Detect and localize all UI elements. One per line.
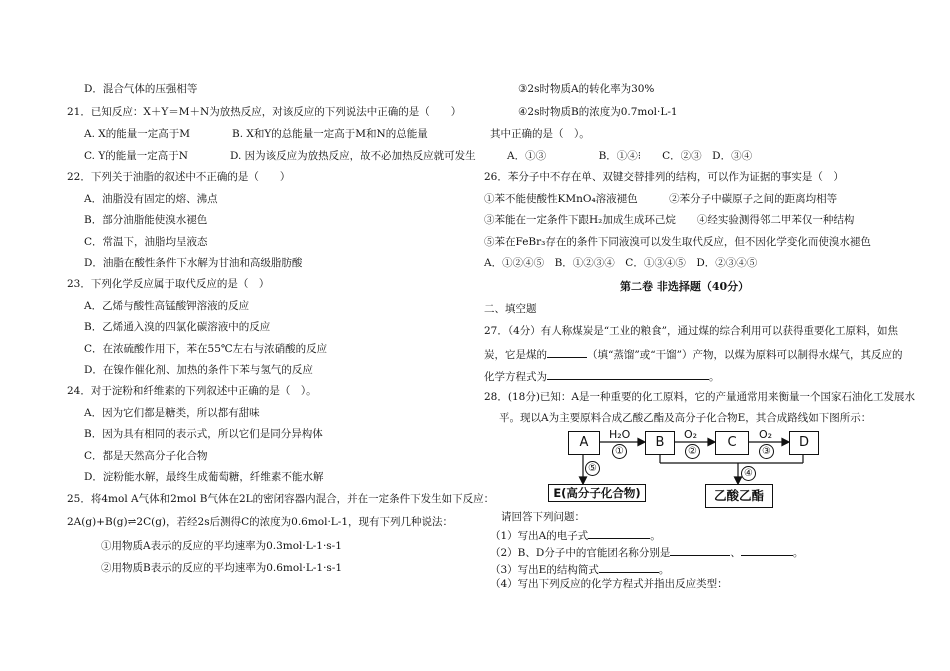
part-3-text: （3）写出E的结构简式 [490,564,599,576]
h2o-label: H₂O [609,428,631,441]
section-title: 第二卷 非选择题（40分） [620,280,750,293]
q25-statement-4: ④2s时物质B的浓度为0.7mol·L-1 [518,106,678,118]
q21-options-cd: C. Y的能量一定高于N D. 因为该反应为放热反应，故不必加热反应就可发生 [84,150,476,162]
part-2 [490,545,803,560]
step-4-marker: ④ [741,466,756,481]
part-3-period: 。 [658,564,670,576]
q24-option-d: D．淀粉能水解，最终生成葡萄糖，纤维素不能水解 [84,471,324,483]
q25-options: A．①③ B．①④⁝ C．②③ D．③④ [507,150,753,162]
q27-line-3-prefix: 化学方程式为 [484,371,547,383]
step-3-marker: ③ [759,444,774,459]
q23-option-c: C．在浓硫酸作用下，苯在55℃左右与浓硝酸的反应 [84,343,328,355]
part-1-period: 。 [650,530,661,542]
q26-stem: 26．苯分子中不存在单、双键交替排列的结构，可以作为证据的事实是（ ） [484,171,844,183]
step-5-marker: ⑤ [585,461,600,476]
q24-option-b: B．因为具有相同的表示式，所以它们是同分异构体 [84,428,323,440]
q25-equation: 2A(g)+B(g)⇌2C(g)，若经2s后测得C的浓度为0.6mol·L-1，现有下列几种说法： [67,516,454,528]
q24-option-a: A．因为它们都是糖类，所以都有甜味 [84,407,260,419]
q28-line-1: 28．(18分)已知：A是一种重要的化工原料，它的产量通常用来衡量一个国家石油化工发展水 [484,391,915,403]
q23-stem: 23．下列化学反应属于取代反应的是（ ） [67,278,270,290]
questions-intro: 请回答下列问题： [501,511,585,523]
compound-e-box: E(高分子化合物) [548,484,646,502]
step-1-marker: ① [612,444,627,459]
q25-stem: 25．将4mol A气体和2mol B气体在2L的密闭容器内混合，并在一定条件下发生如下反应： [67,493,495,505]
q27-line-1: 27．（4分）有人称煤炭是“工业的粮食”，通过煤的综合利用可以获得重要化工原料，如焦 [484,325,899,337]
q26-line-1: ①苯不能使酸性KMnO₄溶液褪色 ②苯分子中碳原子之间的距离均相等 [484,193,838,205]
part-3 [490,562,669,577]
o2-label-1: O₂ [684,428,698,441]
part-2-blank-1[interactable] [670,545,730,556]
part-2-text: （2）B、D分子中的官能团名称分别是 [490,547,671,559]
q22-option-a: A．油脂没有固定的熔、沸点 [84,193,218,205]
q22-option-d: D．油脂在酸性条件下水解为甘油和高级脂肪酸 [84,257,303,269]
part-4: （4）写出下列反应的化学方程式并指出反应类型： [490,578,728,590]
part-1 [490,528,661,543]
q25-statement-1: ①用物质A表示的反应的平均速率为0.3mol·L-1·s-1 [101,540,342,552]
q21-options-ab: A. X的能量一定高于M B. X和Y的总能量一定高于M和N的总能量 [84,128,428,140]
part-2-sep: 、 [730,547,741,559]
q26-options: A．①②④⑤ B．①②③④ C．①③④⑤ D．②③④⑤ [484,257,758,269]
q27-period: 。 [709,371,720,383]
part-3-blank[interactable] [599,562,659,573]
q27-line-2-suffix: （填“蒸馏”或“干馏”）产物，以煤为原料可以制得水煤气，其反应的 [587,349,903,361]
q22-option-b: B．部分油脂能使溴水褪色 [84,214,208,226]
q25-statement-2: ②用物质B表示的反应的平均速率为0.6mol·L-1·s-1 [101,562,343,574]
o2-label-2: O₂ [759,428,773,441]
section-subtitle: 二、填空题 [484,303,537,315]
q22-stem: 22．下列关于油脂的叙述中不正确的是（ ） [67,171,291,183]
q21-stem: 21．已知反应：X＋Y＝M＋N为放热反应，对该反应的下列说法中正确的是（ ） [67,106,462,118]
step-2-marker: ② [685,444,700,459]
q27-line-2-prefix: 炭，它是煤的 [484,349,547,361]
compound-c-box: C [715,431,749,455]
ethyl-acetate-box: 乙酸乙酯 [705,484,773,508]
part-2-period: 。 [792,547,804,559]
q25-ask: 其中正确的是（ ）。 [490,128,590,140]
q20-option-d: D．混合气体的压强相等 [84,83,198,95]
q25-statement-3: ③2s时物质A的转化率为30% [518,83,655,95]
q26-line-2: ③苯能在一定条件下跟H₂加成生成环己烷 ④经实验测得邻二甲苯仅一种结构 [484,214,855,226]
q23-option-b: B．乙烯通入溴的四氯化碳溶液中的反应 [84,321,271,333]
q24-stem: 24．对于淀粉和纤维素的下列叙述中正确的是（ ）。 [67,385,317,397]
q23-option-d: D．在镍作催化剂、加热的条件下苯与氢气的反应 [84,364,313,376]
compound-d-box: D [789,431,819,455]
part-1-blank[interactable] [588,528,650,539]
q22-option-c: C．常温下，油脂均呈液态 [84,236,208,248]
part-2-blank-2[interactable] [741,545,793,556]
q26-line-3: ⑤苯在FeBr₃存在的条件下同液溴可以发生取代反应，但不因化学变化而使溴水褪色 [484,236,871,248]
compound-a-box: A [568,431,600,455]
part-1-text: （1）写出A的电子式 [490,530,589,542]
compound-b-box: B [645,431,675,455]
q23-option-a: A．乙烯与酸性高锰酸钾溶液的反应 [84,300,250,312]
q24-option-c: C．都是天然高分子化合物 [84,450,208,462]
q28-line-2: 平。现以A为主要原料合成乙酸乙酯及高分子化合物E，其合成路线如下图所示： [499,412,872,424]
